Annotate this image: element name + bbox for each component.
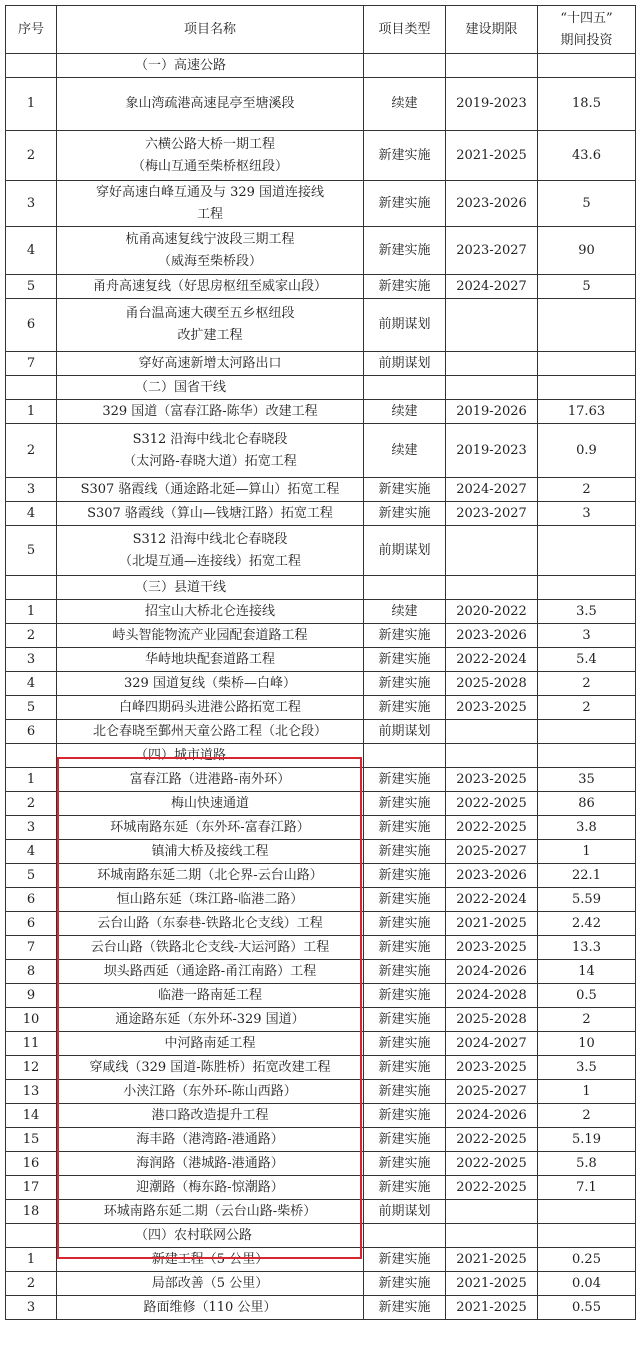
table-row	[6, 1200, 636, 1224]
row-no: 13	[6, 1080, 57, 1104]
row-project-name: 海丰路（港湾路-港通路）	[57, 1128, 364, 1152]
row-project-type: 新建实施	[364, 1032, 446, 1056]
table-row	[6, 1104, 636, 1128]
row-investment	[538, 720, 636, 744]
row-project-type: 新建实施	[364, 181, 446, 227]
row-investment: 0.25	[538, 1248, 636, 1272]
row-project-name: 路面维修（110 公里）	[57, 1296, 364, 1320]
row-investment: 86	[538, 792, 636, 816]
row-project-type: 新建实施	[364, 1296, 446, 1320]
row-investment: 3.5	[538, 600, 636, 624]
row-investment: 0.5	[538, 984, 636, 1008]
table-row	[6, 600, 636, 624]
row-project-type: 新建实施	[364, 624, 446, 648]
row-investment: 22.1	[538, 864, 636, 888]
row-project-type: 新建实施	[364, 1128, 446, 1152]
row-period: 2021-2025	[446, 912, 538, 936]
row-investment: 2.42	[538, 912, 636, 936]
row-period: 2023-2025	[446, 1056, 538, 1080]
row-no: 3	[6, 648, 57, 672]
section-blank-cell	[364, 54, 446, 78]
row-investment: 1	[538, 1080, 636, 1104]
row-no: 5	[6, 864, 57, 888]
row-period: 2023-2025	[446, 936, 538, 960]
row-investment: 7.1	[538, 1176, 636, 1200]
row-project-name: 迎潮路（梅东路-惊潮路）	[57, 1176, 364, 1200]
section-blank-cell	[446, 54, 538, 78]
row-no: 8	[6, 960, 57, 984]
row-project-name: 穿好高速白峰互通及与 329 国道连接线 工程	[57, 181, 364, 227]
row-project-type: 新建实施	[364, 936, 446, 960]
row-no: 18	[6, 1200, 57, 1224]
row-period: 2019-2023	[446, 424, 538, 478]
row-period: 2024-2027	[446, 478, 538, 502]
row-no: 3	[6, 478, 57, 502]
row-project-type: 前期谋划	[364, 299, 446, 352]
row-no: 11	[6, 1032, 57, 1056]
section-blank-cell	[364, 376, 446, 400]
row-no: 17	[6, 1176, 57, 1200]
section-blank-cell	[538, 576, 636, 600]
section-blank-cell	[446, 744, 538, 768]
table-row	[6, 984, 636, 1008]
row-project-name: S307 骆霞线（通途路北延—算山）拓宽工程	[57, 478, 364, 502]
row-no: 1	[6, 768, 57, 792]
row-project-name: 甬舟高速复线（好思房枢纽至威家山段）	[57, 275, 364, 299]
table-row	[6, 1272, 636, 1296]
table-row	[6, 181, 636, 227]
row-no: 1	[6, 600, 57, 624]
row-project-type: 新建实施	[364, 1056, 446, 1080]
row-project-name: 恒山路东延（珠江路-临港二路）	[57, 888, 364, 912]
table-row	[6, 299, 636, 352]
row-project-type: 新建实施	[364, 502, 446, 526]
row-investment: 2	[538, 1008, 636, 1032]
row-period: 2021-2025	[446, 1272, 538, 1296]
row-project-name: 中河路南延工程	[57, 1032, 364, 1056]
row-project-type: 续建	[364, 600, 446, 624]
header-project-name: 项目名称	[57, 6, 364, 54]
row-period: 2023-2027	[446, 502, 538, 526]
row-project-name: 招宝山大桥北仑连接线	[57, 600, 364, 624]
row-project-type: 前期谋划	[364, 1200, 446, 1224]
row-investment: 10	[538, 1032, 636, 1056]
row-period: 2024-2027	[446, 1032, 538, 1056]
row-investment: 13.3	[538, 936, 636, 960]
section-row	[6, 1224, 636, 1248]
section-blank-cell	[538, 1224, 636, 1248]
row-period	[446, 352, 538, 376]
row-project-name: 镇浦大桥及接线工程	[57, 840, 364, 864]
project-table	[5, 5, 636, 1320]
table-row	[6, 78, 636, 131]
row-investment: 2	[538, 672, 636, 696]
row-project-name: 杭甬高速复线宁波段三期工程 （威海至柴桥段）	[57, 227, 364, 275]
row-no: 3	[6, 816, 57, 840]
row-project-name: 峙头智能物流产业园配套道路工程	[57, 624, 364, 648]
section-blank-cell	[364, 744, 446, 768]
row-investment: 0.9	[538, 424, 636, 478]
row-project-type: 新建实施	[364, 478, 446, 502]
row-period: 2024-2027	[446, 275, 538, 299]
row-no: 6	[6, 720, 57, 744]
table-row	[6, 816, 636, 840]
row-project-type: 前期谋划	[364, 720, 446, 744]
row-no: 1	[6, 1248, 57, 1272]
section-blank-cell	[446, 376, 538, 400]
row-period: 2025-2028	[446, 1008, 538, 1032]
row-project-name: 云台山路（东泰巷-铁路北仑支线）工程	[57, 912, 364, 936]
row-investment: 0.55	[538, 1296, 636, 1320]
table-row	[6, 352, 636, 376]
row-investment: 14	[538, 960, 636, 984]
row-no: 6	[6, 912, 57, 936]
row-investment: 5.4	[538, 648, 636, 672]
header-investment: “十四五” 期间投资	[538, 6, 636, 54]
row-no: 14	[6, 1104, 57, 1128]
row-project-name: S312 沿海中线北仑春晓段 （北堤互通—连接线）拓宽工程	[57, 526, 364, 576]
row-no: 5	[6, 275, 57, 299]
row-project-type: 新建实施	[364, 648, 446, 672]
row-project-name: 局部改善（5 公里）	[57, 1272, 364, 1296]
row-project-type: 新建实施	[364, 1104, 446, 1128]
table-row	[6, 1152, 636, 1176]
row-period: 2025-2027	[446, 1080, 538, 1104]
table-row	[6, 424, 636, 478]
row-investment: 3	[538, 624, 636, 648]
table-row	[6, 624, 636, 648]
row-project-type: 新建实施	[364, 792, 446, 816]
header-project-type: 项目类型	[364, 6, 446, 54]
table-row	[6, 131, 636, 181]
row-project-name: 华峙地块配套道路工程	[57, 648, 364, 672]
row-no: 7	[6, 936, 57, 960]
row-project-name: 环城南路东延二期（云台山路-柴桥）	[57, 1200, 364, 1224]
row-no: 10	[6, 1008, 57, 1032]
row-period: 2022-2025	[446, 816, 538, 840]
table-row	[6, 936, 636, 960]
row-project-name: 港口路改造提升工程	[57, 1104, 364, 1128]
section-row	[6, 54, 636, 78]
row-no: 7	[6, 352, 57, 376]
row-period: 2022-2025	[446, 1176, 538, 1200]
section-blank-cell	[6, 54, 57, 78]
row-no: 1	[6, 78, 57, 131]
table-row	[6, 768, 636, 792]
row-project-type: 新建实施	[364, 984, 446, 1008]
row-project-name: 海润路（港城路-港通路）	[57, 1152, 364, 1176]
section-title: （四）农村联网公路	[57, 1224, 364, 1248]
row-project-name: 穿咸线（329 国道-陈胜桥）拓宽改建工程	[57, 1056, 364, 1080]
row-no: 3	[6, 181, 57, 227]
table-row	[6, 1032, 636, 1056]
row-project-name: 临港一路南延工程	[57, 984, 364, 1008]
table-row	[6, 864, 636, 888]
section-blank-cell	[538, 744, 636, 768]
row-project-type: 新建实施	[364, 227, 446, 275]
section-blank-cell	[6, 376, 57, 400]
table-row	[6, 1128, 636, 1152]
row-investment: 2	[538, 1104, 636, 1128]
row-investment: 5	[538, 181, 636, 227]
row-project-type: 新建实施	[364, 912, 446, 936]
row-no: 15	[6, 1128, 57, 1152]
row-investment: 5	[538, 275, 636, 299]
row-project-name: 梅山快速通道	[57, 792, 364, 816]
row-project-type: 新建实施	[364, 1176, 446, 1200]
row-period: 2022-2025	[446, 792, 538, 816]
row-no: 2	[6, 131, 57, 181]
row-project-type: 新建实施	[364, 696, 446, 720]
row-project-type: 前期谋划	[364, 352, 446, 376]
row-project-type: 续建	[364, 424, 446, 478]
row-period: 2019-2023	[446, 78, 538, 131]
section-blank-cell	[6, 744, 57, 768]
table-row	[6, 1056, 636, 1080]
table-row	[6, 227, 636, 275]
row-period: 2021-2025	[446, 1248, 538, 1272]
table-body	[6, 54, 636, 1320]
row-period: 2023-2025	[446, 696, 538, 720]
table-row	[6, 400, 636, 424]
row-no: 12	[6, 1056, 57, 1080]
row-period: 2023-2026	[446, 864, 538, 888]
row-project-type: 新建实施	[364, 1080, 446, 1104]
row-project-name: 白峰四期码头进港公路拓宽工程	[57, 696, 364, 720]
row-project-name: 甬台温高速大碶至五乡枢纽段 改扩建工程	[57, 299, 364, 352]
row-period: 2025-2027	[446, 840, 538, 864]
row-project-type: 新建实施	[364, 131, 446, 181]
row-no: 2	[6, 624, 57, 648]
row-no: 2	[6, 424, 57, 478]
row-period: 2022-2025	[446, 1128, 538, 1152]
row-project-name: 北仑春晓至鄞州天童公路工程（北仑段）	[57, 720, 364, 744]
row-project-name: 云台山路（铁路北仑支线-大运河路）工程	[57, 936, 364, 960]
section-title: （四）城市道路	[57, 744, 364, 768]
table-row	[6, 912, 636, 936]
row-project-type: 新建实施	[364, 672, 446, 696]
row-investment: 3.8	[538, 816, 636, 840]
row-project-name: 六横公路大桥一期工程 （梅山互通至柴桥枢纽段）	[57, 131, 364, 181]
row-project-type: 新建实施	[364, 888, 446, 912]
table-row	[6, 1296, 636, 1320]
row-project-name: 象山湾疏港高速昆亭至塘溪段	[57, 78, 364, 131]
row-project-name: 新建工程（5 公里）	[57, 1248, 364, 1272]
row-investment: 90	[538, 227, 636, 275]
table-row	[6, 526, 636, 576]
row-no: 2	[6, 792, 57, 816]
row-period	[446, 299, 538, 352]
row-no: 16	[6, 1152, 57, 1176]
row-no: 9	[6, 984, 57, 1008]
section-row	[6, 376, 636, 400]
row-no: 1	[6, 400, 57, 424]
row-project-type: 新建实施	[364, 1272, 446, 1296]
row-investment: 3	[538, 502, 636, 526]
row-investment: 5.59	[538, 888, 636, 912]
row-period	[446, 1200, 538, 1224]
row-no: 4	[6, 227, 57, 275]
row-investment: 2	[538, 696, 636, 720]
row-period: 2023-2025	[446, 768, 538, 792]
row-no: 6	[6, 888, 57, 912]
table-row	[6, 1080, 636, 1104]
row-project-name: 通途路东延（东外环-329 国道）	[57, 1008, 364, 1032]
row-period: 2022-2025	[446, 1152, 538, 1176]
section-blank-cell	[538, 54, 636, 78]
section-blank-cell	[446, 576, 538, 600]
table-header-row	[6, 6, 636, 54]
row-project-type: 新建实施	[364, 864, 446, 888]
row-investment: 5.8	[538, 1152, 636, 1176]
table-row	[6, 1176, 636, 1200]
row-no: 4	[6, 840, 57, 864]
table-row	[6, 840, 636, 864]
table-row	[6, 888, 636, 912]
row-project-type: 新建实施	[364, 816, 446, 840]
table-row	[6, 275, 636, 299]
row-period	[446, 720, 538, 744]
table-row	[6, 478, 636, 502]
row-investment	[538, 299, 636, 352]
row-period: 2023-2026	[446, 624, 538, 648]
section-blank-cell	[6, 1224, 57, 1248]
section-row	[6, 576, 636, 600]
row-period: 2020-2022	[446, 600, 538, 624]
row-no: 4	[6, 672, 57, 696]
row-period	[446, 526, 538, 576]
row-investment: 43.6	[538, 131, 636, 181]
section-blank-cell	[6, 576, 57, 600]
section-title: （二）国省干线	[57, 376, 364, 400]
table-row	[6, 960, 636, 984]
header-no: 序号	[6, 6, 57, 54]
row-investment	[538, 352, 636, 376]
table-row	[6, 648, 636, 672]
table-row	[6, 792, 636, 816]
row-project-name: 环城南路东延二期（北仑界-云台山路）	[57, 864, 364, 888]
table-row	[6, 720, 636, 744]
table-row	[6, 1248, 636, 1272]
row-investment: 18.5	[538, 78, 636, 131]
row-period: 2021-2025	[446, 131, 538, 181]
row-investment: 17.63	[538, 400, 636, 424]
row-no: 3	[6, 1296, 57, 1320]
row-project-type: 续建	[364, 78, 446, 131]
row-investment: 2	[538, 478, 636, 502]
table-row	[6, 1008, 636, 1032]
row-period: 2019-2026	[446, 400, 538, 424]
row-project-name: 坝头路西延（通途路-甬江南路）工程	[57, 960, 364, 984]
row-no: 2	[6, 1272, 57, 1296]
row-no: 4	[6, 502, 57, 526]
row-period: 2024-2026	[446, 960, 538, 984]
row-project-type: 新建实施	[364, 1152, 446, 1176]
section-blank-cell	[364, 576, 446, 600]
row-project-name: 329 国道（富春江路-陈华）改建工程	[57, 400, 364, 424]
row-project-type: 新建实施	[364, 768, 446, 792]
row-no: 5	[6, 696, 57, 720]
table-row	[6, 502, 636, 526]
row-project-name: S312 沿海中线北仑春晓段 （太河路-春晓大道）拓宽工程	[57, 424, 364, 478]
row-period: 2021-2025	[446, 1296, 538, 1320]
row-project-type: 新建实施	[364, 960, 446, 984]
row-project-type: 新建实施	[364, 1248, 446, 1272]
section-row	[6, 744, 636, 768]
table-row	[6, 672, 636, 696]
row-period: 2024-2026	[446, 1104, 538, 1128]
section-blank-cell	[446, 1224, 538, 1248]
section-title: （一）高速公路	[57, 54, 364, 78]
row-project-type: 新建实施	[364, 275, 446, 299]
row-project-name: 环城南路东延（东外环-富春江路）	[57, 816, 364, 840]
table-row	[6, 696, 636, 720]
section-blank-cell	[364, 1224, 446, 1248]
row-no: 6	[6, 299, 57, 352]
section-title: （三）县道干线	[57, 576, 364, 600]
row-project-name: 穿好高速新增太河路出口	[57, 352, 364, 376]
row-period: 2023-2027	[446, 227, 538, 275]
row-investment: 35	[538, 768, 636, 792]
row-project-name: 富春江路（进港路-南外环）	[57, 768, 364, 792]
row-period: 2022-2024	[446, 888, 538, 912]
row-period: 2025-2028	[446, 672, 538, 696]
row-no: 5	[6, 526, 57, 576]
row-project-name: 小浃江路（东外环-陈山西路）	[57, 1080, 364, 1104]
row-project-type: 新建实施	[364, 840, 446, 864]
row-investment: 5.19	[538, 1128, 636, 1152]
row-investment	[538, 526, 636, 576]
row-period: 2022-2024	[446, 648, 538, 672]
row-investment: 3.5	[538, 1056, 636, 1080]
row-project-type: 续建	[364, 400, 446, 424]
row-investment: 1	[538, 840, 636, 864]
row-project-name: S307 骆霞线（算山—钱塘江路）拓宽工程	[57, 502, 364, 526]
row-period: 2024-2028	[446, 984, 538, 1008]
row-project-name: 329 国道复线（柴桥—白峰）	[57, 672, 364, 696]
section-blank-cell	[538, 376, 636, 400]
row-investment	[538, 1200, 636, 1224]
header-construction-period: 建设期限	[446, 6, 538, 54]
row-project-type: 前期谋划	[364, 526, 446, 576]
row-investment: 0.04	[538, 1272, 636, 1296]
row-period: 2023-2026	[446, 181, 538, 227]
row-project-type: 新建实施	[364, 1008, 446, 1032]
